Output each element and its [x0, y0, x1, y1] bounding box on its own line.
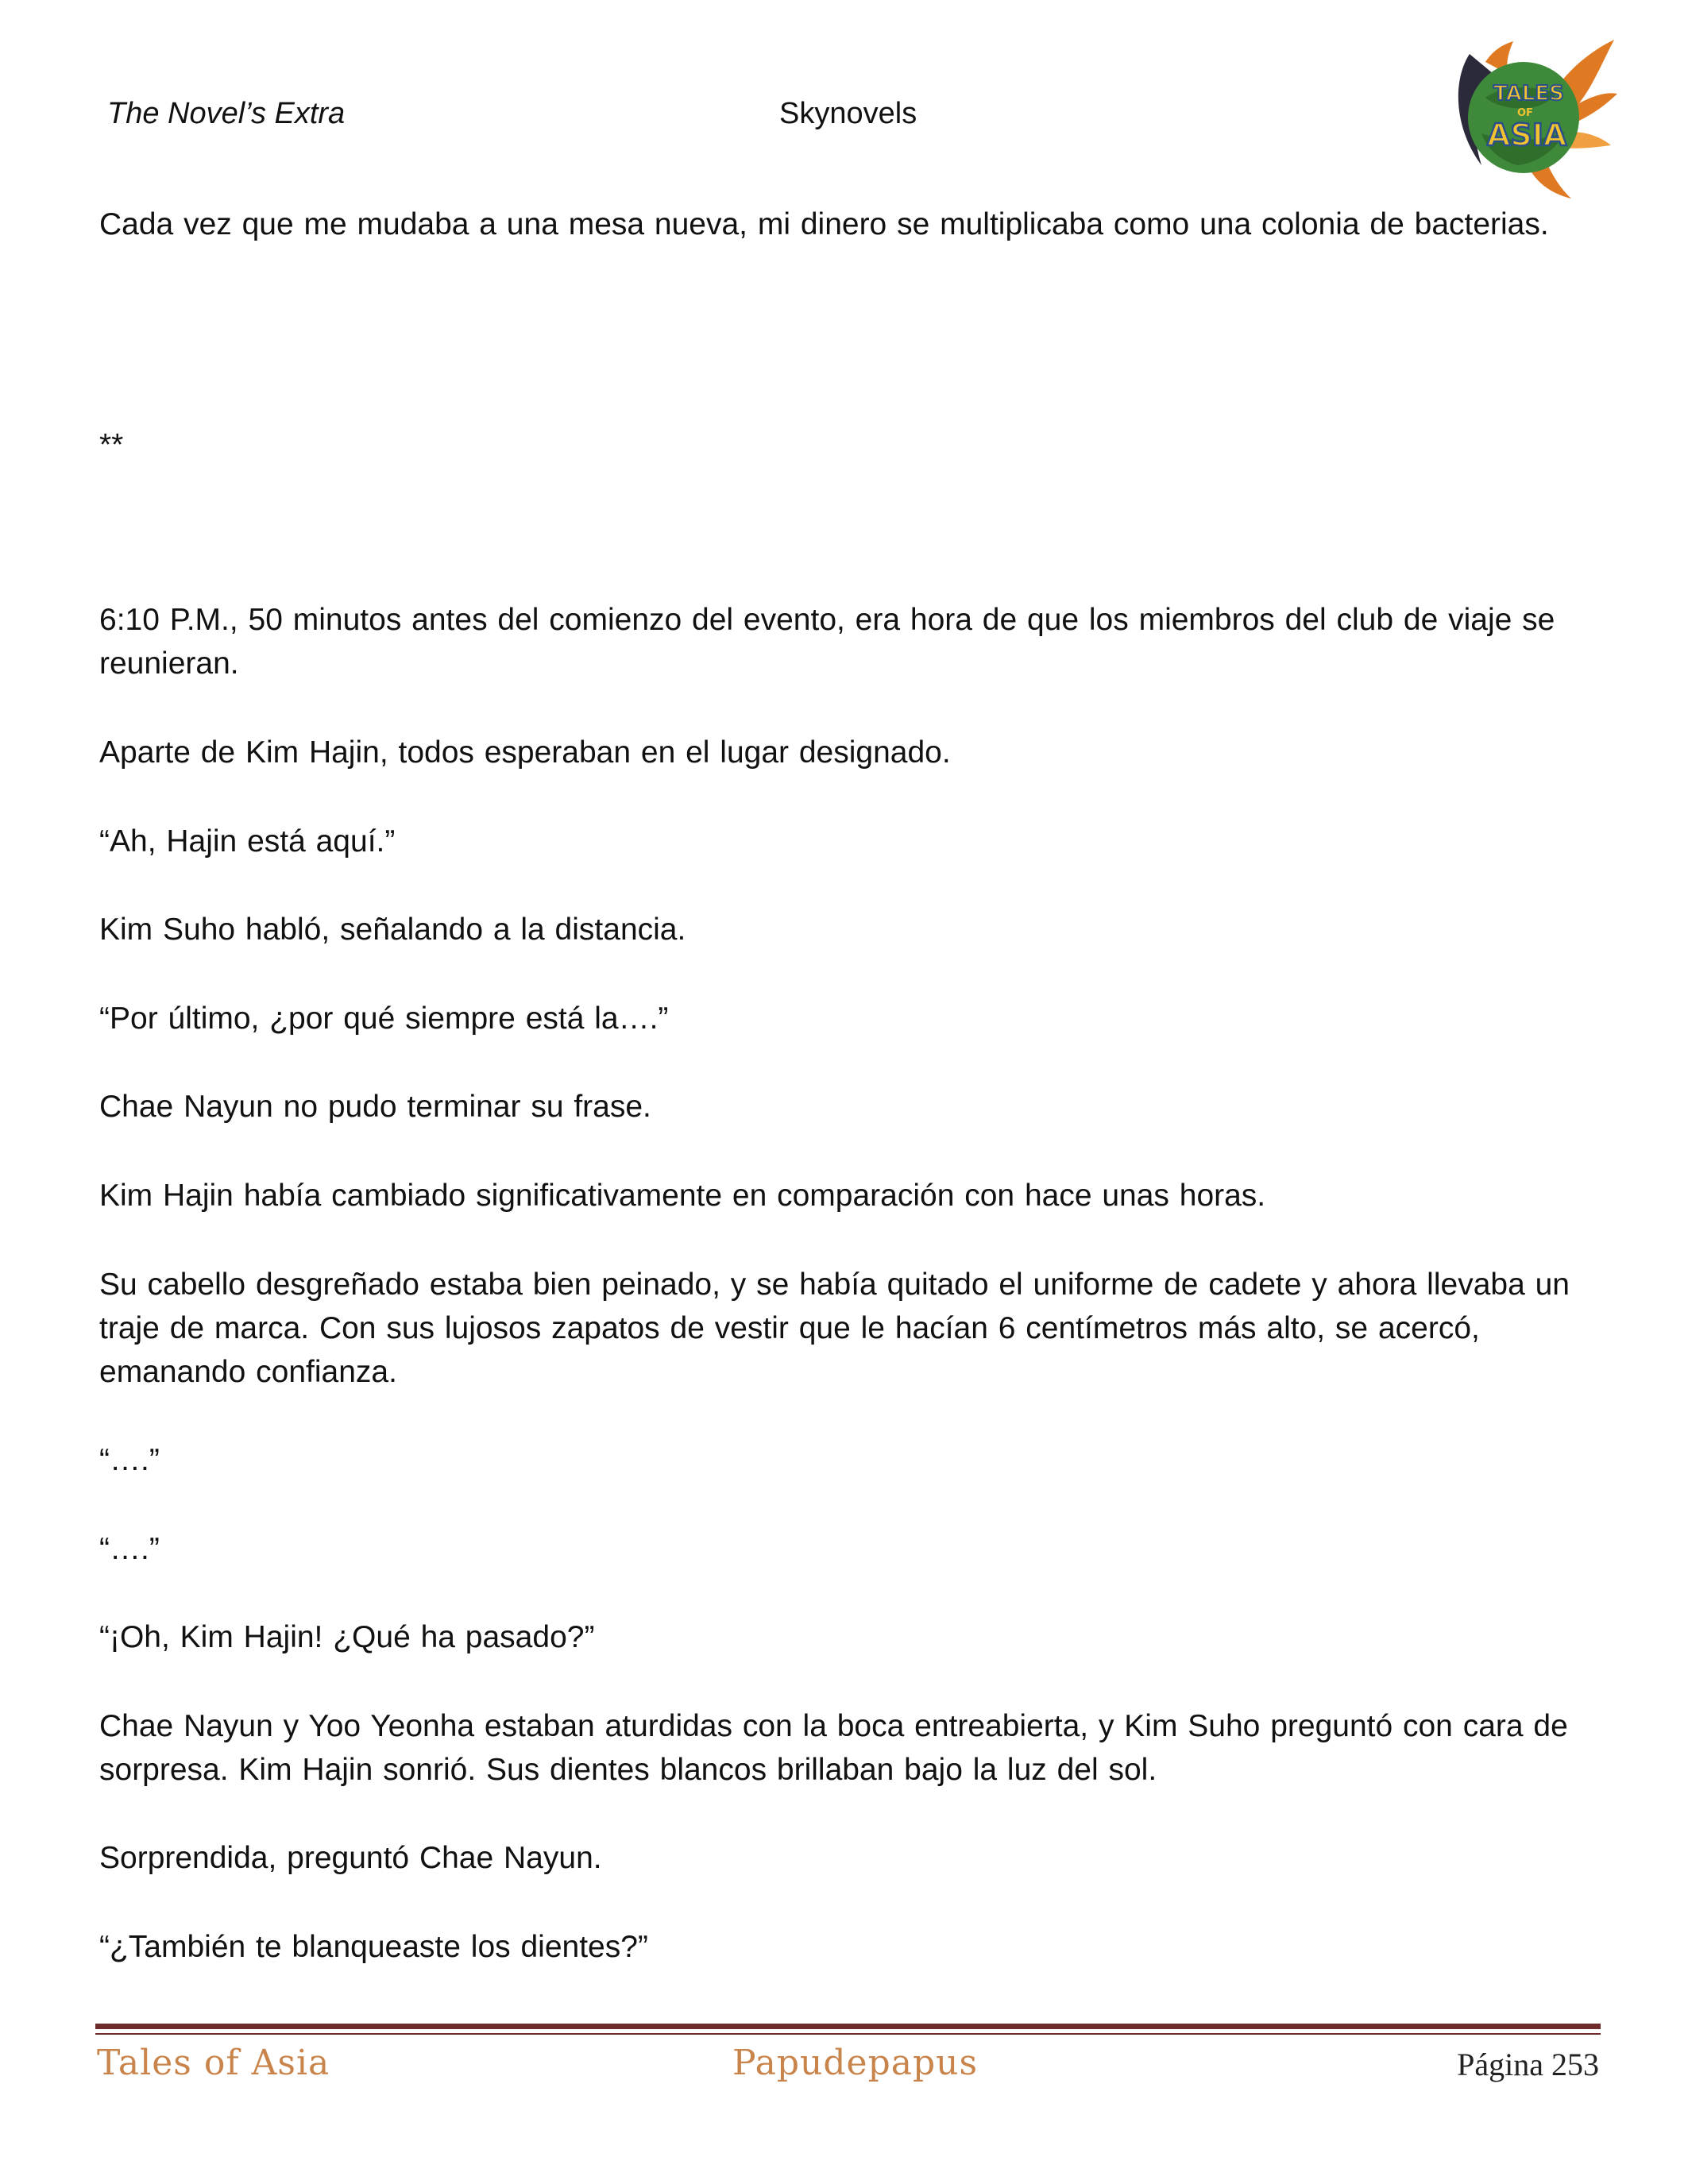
header-site-name: Skynovels [779, 97, 917, 130]
header-book-title: The Novel’s Extra [107, 97, 346, 130]
paragraph: Cada vez que me mudaba a una mesa nueva, mi dinero se multiplicaba como una colonia de bacterias. [99, 207, 1549, 241]
footer-divider-thin [95, 2033, 1601, 2035]
page-header [0, 0, 1688, 206]
footer-divider [95, 2024, 1601, 2029]
paragraph: Chae Nayun y Yoo Yeonha estaban aturdidas con la boca entreabierta, y Kim Suho preguntó con cara de sorpresa. Kim Hajin sonrió. Sus dientes blancos brillaban bajo la luz del sol. [99, 1709, 1568, 1787]
paragraph: Chae Nayun no pudo terminar su frase. [99, 1090, 651, 1124]
dialogue-line: “….” [99, 1532, 160, 1566]
dialogue-line: “Por último, ¿por qué siempre está la….” [99, 1001, 669, 1036]
tales-of-asia-logo-icon [1438, 30, 1620, 201]
page-number: Página 253 [1457, 2047, 1599, 2082]
footer-group-name: Tales of Asia [97, 2043, 330, 2083]
scene-break: ** [99, 428, 124, 462]
logo-text-tales: TALES [1493, 82, 1564, 106]
logo-text-asia: ASIA [1487, 118, 1567, 152]
paragraph: 6:10 P.M., 50 minutos antes del comienzo del evento, era hora de que los miembros del club de viaje se reunieran. [99, 603, 1555, 681]
paragraph: Su cabello desgreñado estaba bien peinado, y se había quitado el uniforme de cadete y ahora llevaba un traje de marca. Con sus lujosos zapatos de vestir que le hacían 6 centímetros más alto, se acercó, emanando confianza. [99, 1268, 1570, 1389]
paragraph: Kim Hajin había cambiado significativamente en comparación con hace unas horas. [99, 1179, 1266, 1213]
dialogue-line: “¡Oh, Kim Hajin! ¿Qué ha pasado?” [99, 1620, 595, 1654]
paragraph: Kim Suho habló, señalando a la distancia. [99, 913, 686, 947]
footer-translator: Papudepapus [732, 2043, 979, 2083]
dialogue-line: “Ah, Hajin está aquí.” [99, 824, 396, 859]
dialogue-line: “¿También te blanqueaste los dientes?” [99, 1930, 648, 1964]
paragraph: Sorprendida, preguntó Chae Nayun. [99, 1841, 602, 1875]
logo-text-of: OF [1517, 107, 1533, 119]
dialogue-line: “….” [99, 1443, 160, 1477]
paragraph: Aparte de Kim Hajin, todos esperaban en el lugar designado. [99, 735, 951, 770]
tales-of-asia-logo [1438, 30, 1620, 201]
